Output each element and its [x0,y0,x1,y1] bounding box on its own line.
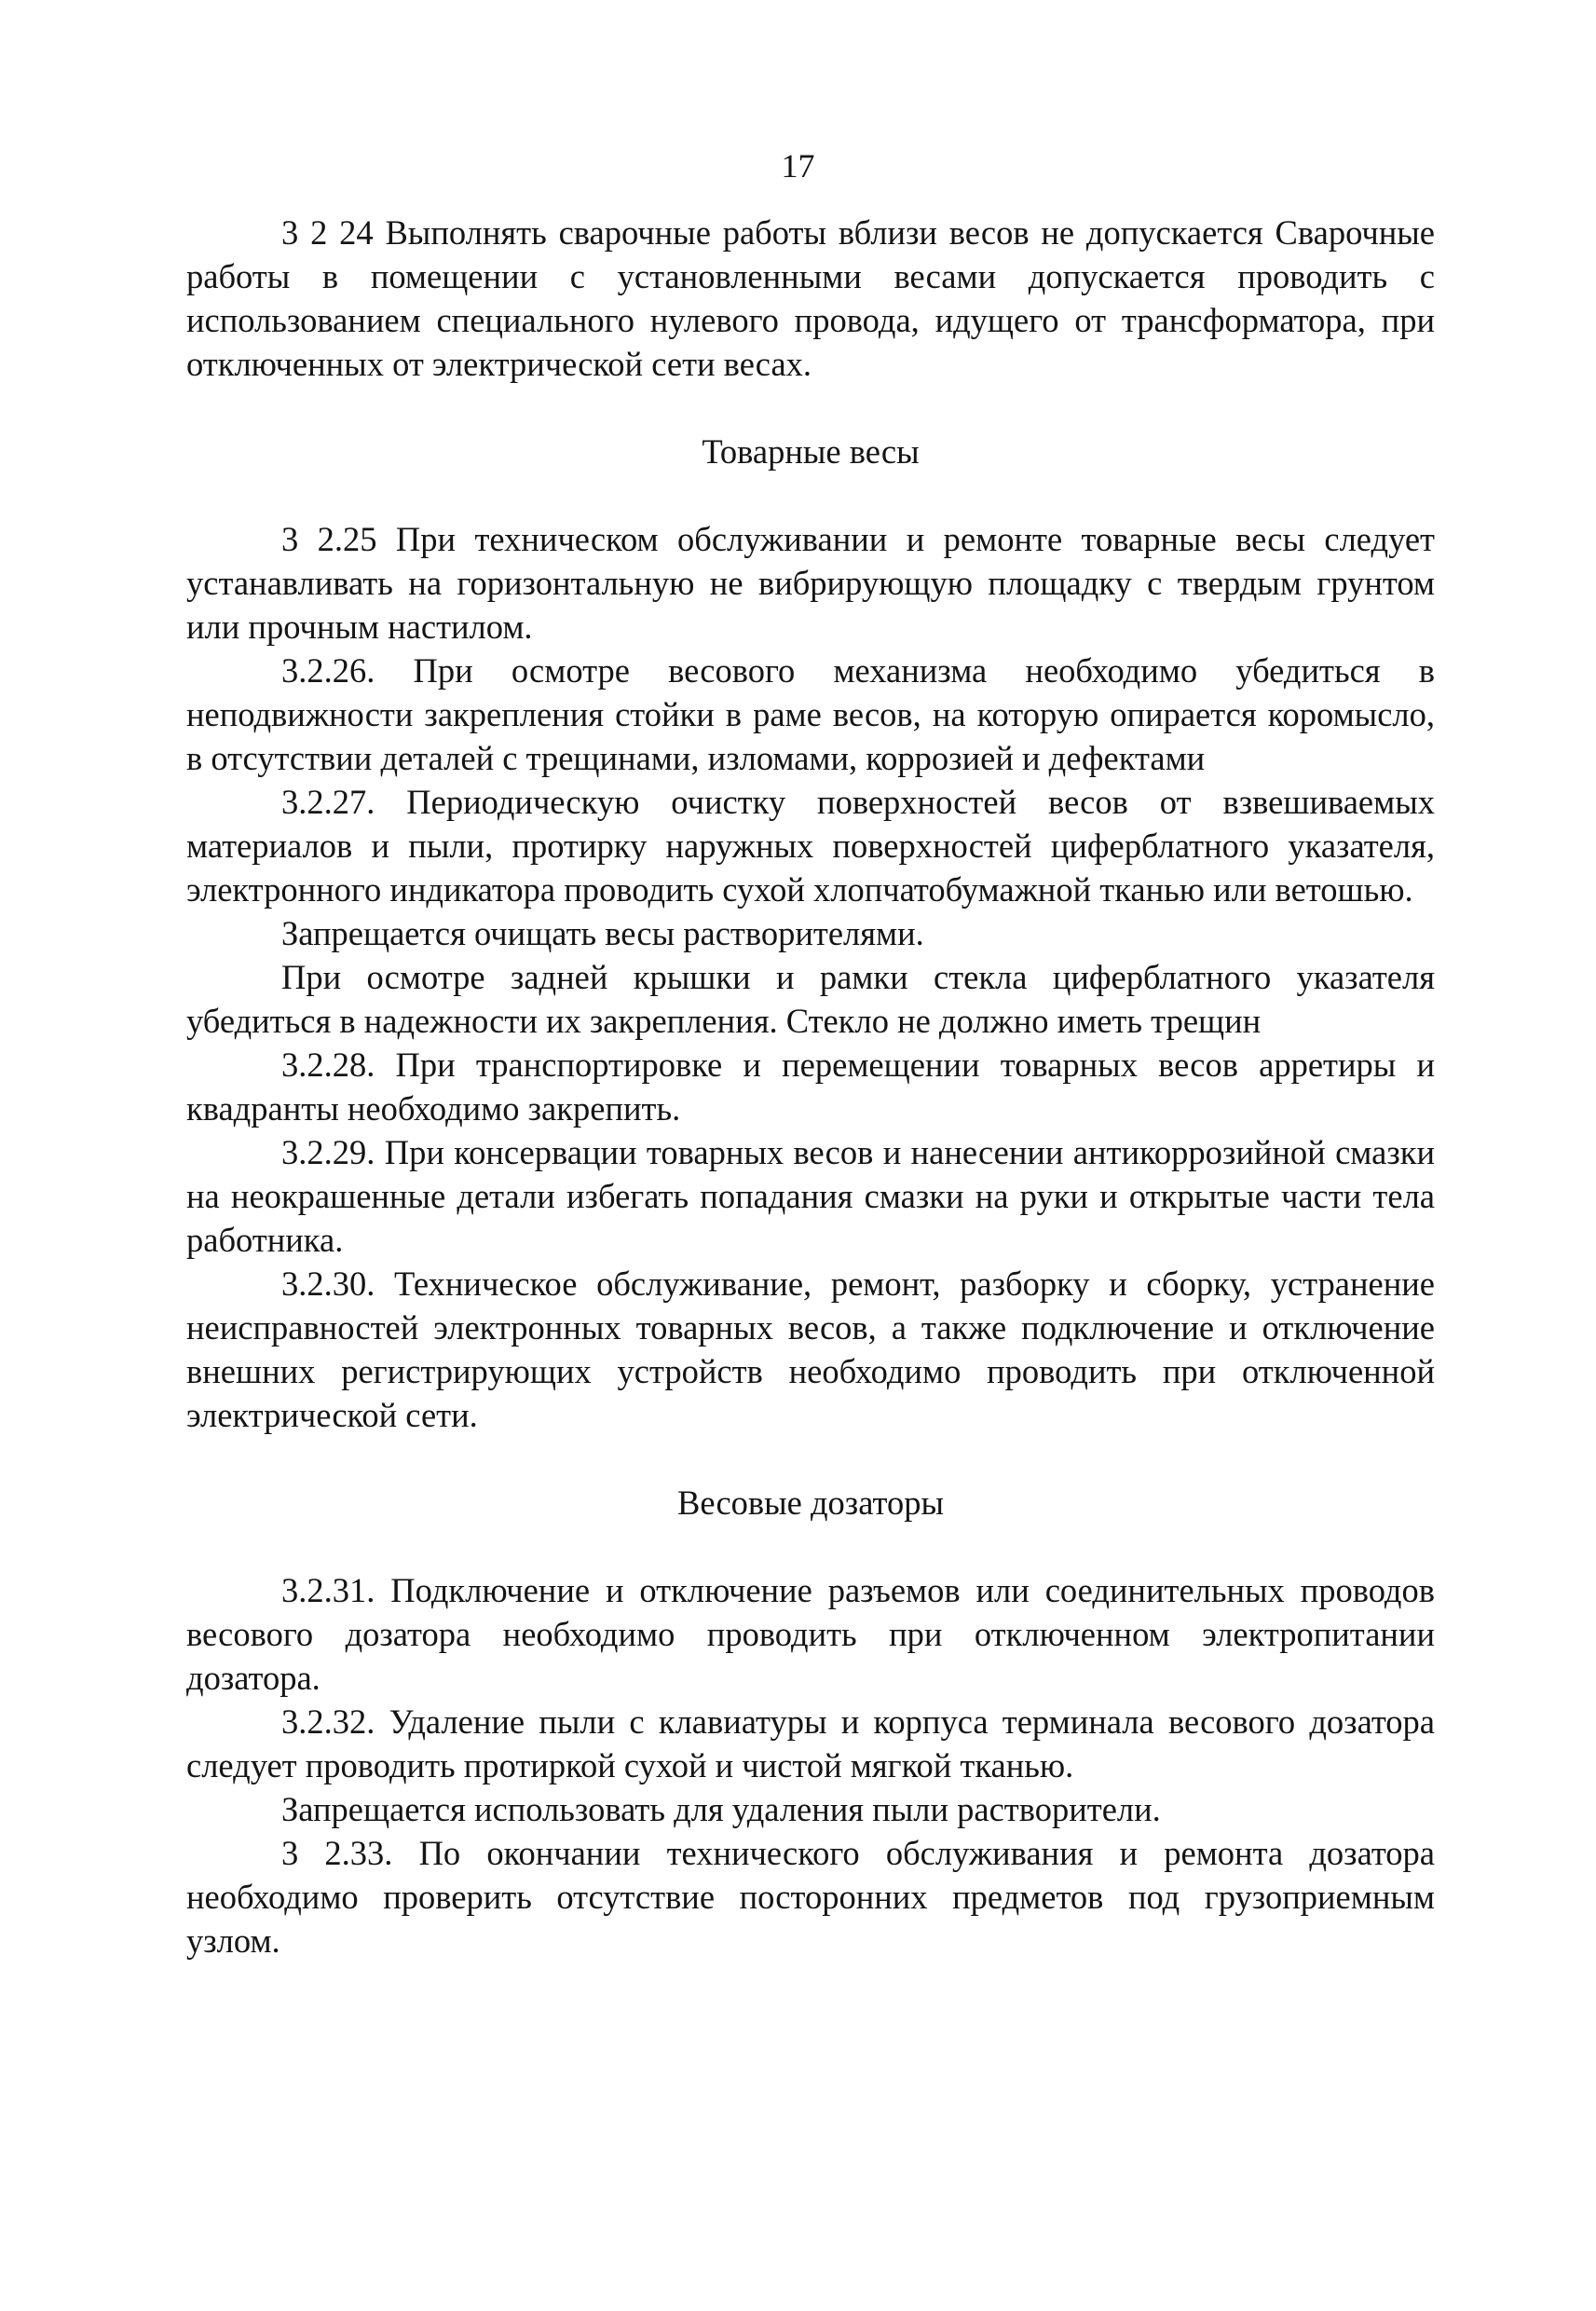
document-body [186,211,1435,1962]
paragraph-3-2-32: 3.2.32. Удаление пыли с клавиатуры и корпуса терминала весового дозатора следует проводить протиркой сухой и чистой мягкой тканью. [186,1702,1435,1785]
paragraph-3-2-33: 3 2.33. По окончании технического обслуживания и ремонта дозатора необходимо проверить отсутствие посторонних предметов под грузоприемным узлом. [186,1834,1435,1960]
paragraph-3-2-27: 3.2.27. Периодическую очистку поверхностей весов от взвешиваемых материалов и пыли, протирку наружных поверхностей циферблатного указателя, электронного индикатора проводить сухой хлопчатобумажной тканью или ветошью. [186,783,1435,909]
paragraph-prohibition-solvents-dust: Запрещается использовать для удаления пыли растворители. [281,1790,1161,1828]
section-title-tovarnye-vesy: Товарные весы [702,432,920,471]
section-title-vesovye-dozatory: Весовые дозаторы [677,1484,944,1522]
page-number: 17 [781,147,815,185]
paragraph-3-2-25: 3 2.25 При техническом обслуживании и ремонте товарные весы следует устанавливать на горизонтальную не вибрирующую площадку с твердым грунтом или прочным настилом. [186,520,1435,646]
paragraph-3-2-24: 3 2 24 Выполнять сварочные работы вблизи весов не допускается Сварочные работы в помещении с установленными весами допускается проводить с использованием специального нулевого провода, идущего от трансформатора, при отключенных от электрической сети весах. [186,213,1435,383]
paragraph-3-2-30: 3.2.30. Техническое обслуживание, ремонт, разборку и сборку, устранение неисправностей электронных товарных весов, а также подключение и отключение внешних регистрирующих устройств необходимо проводить при отключенной электрической сети. [186,1265,1435,1434]
paragraph-3-2-29: 3.2.29. При консервации товарных весов и нанесении антикоррозийной смазки на неокрашенные детали избегать попадания смазки на руки и открытые части тела работника. [186,1133,1435,1259]
paragraph-3-2-26: 3.2.26. При осмотре весового механизма необходимо убедиться в неподвижности закрепления стойки в раме весов, на которую опирается коромысло, в отсутствии деталей с трещинами, изломами, коррозией и дефектами [186,651,1435,777]
paragraph-prohibition-solvents: Запрещается очищать весы растворителями. [281,914,924,952]
paragraph-inspection-cover: При осмотре задней крышки и рамки стекла циферблатного указателя убедиться в надежности их закрепления. Стекло не должно иметь трещин [186,958,1435,1040]
paragraph-3-2-31: 3.2.31. Подключение и отключение разъемов или соединительных проводов весового дозатора необходимо проводить при отключенном электропитании дозатора. [186,1571,1435,1697]
paragraph-3-2-28: 3.2.28. При транспортировке и перемещении товарных весов арретиры и квадранты необходимо закрепить. [186,1046,1435,1128]
